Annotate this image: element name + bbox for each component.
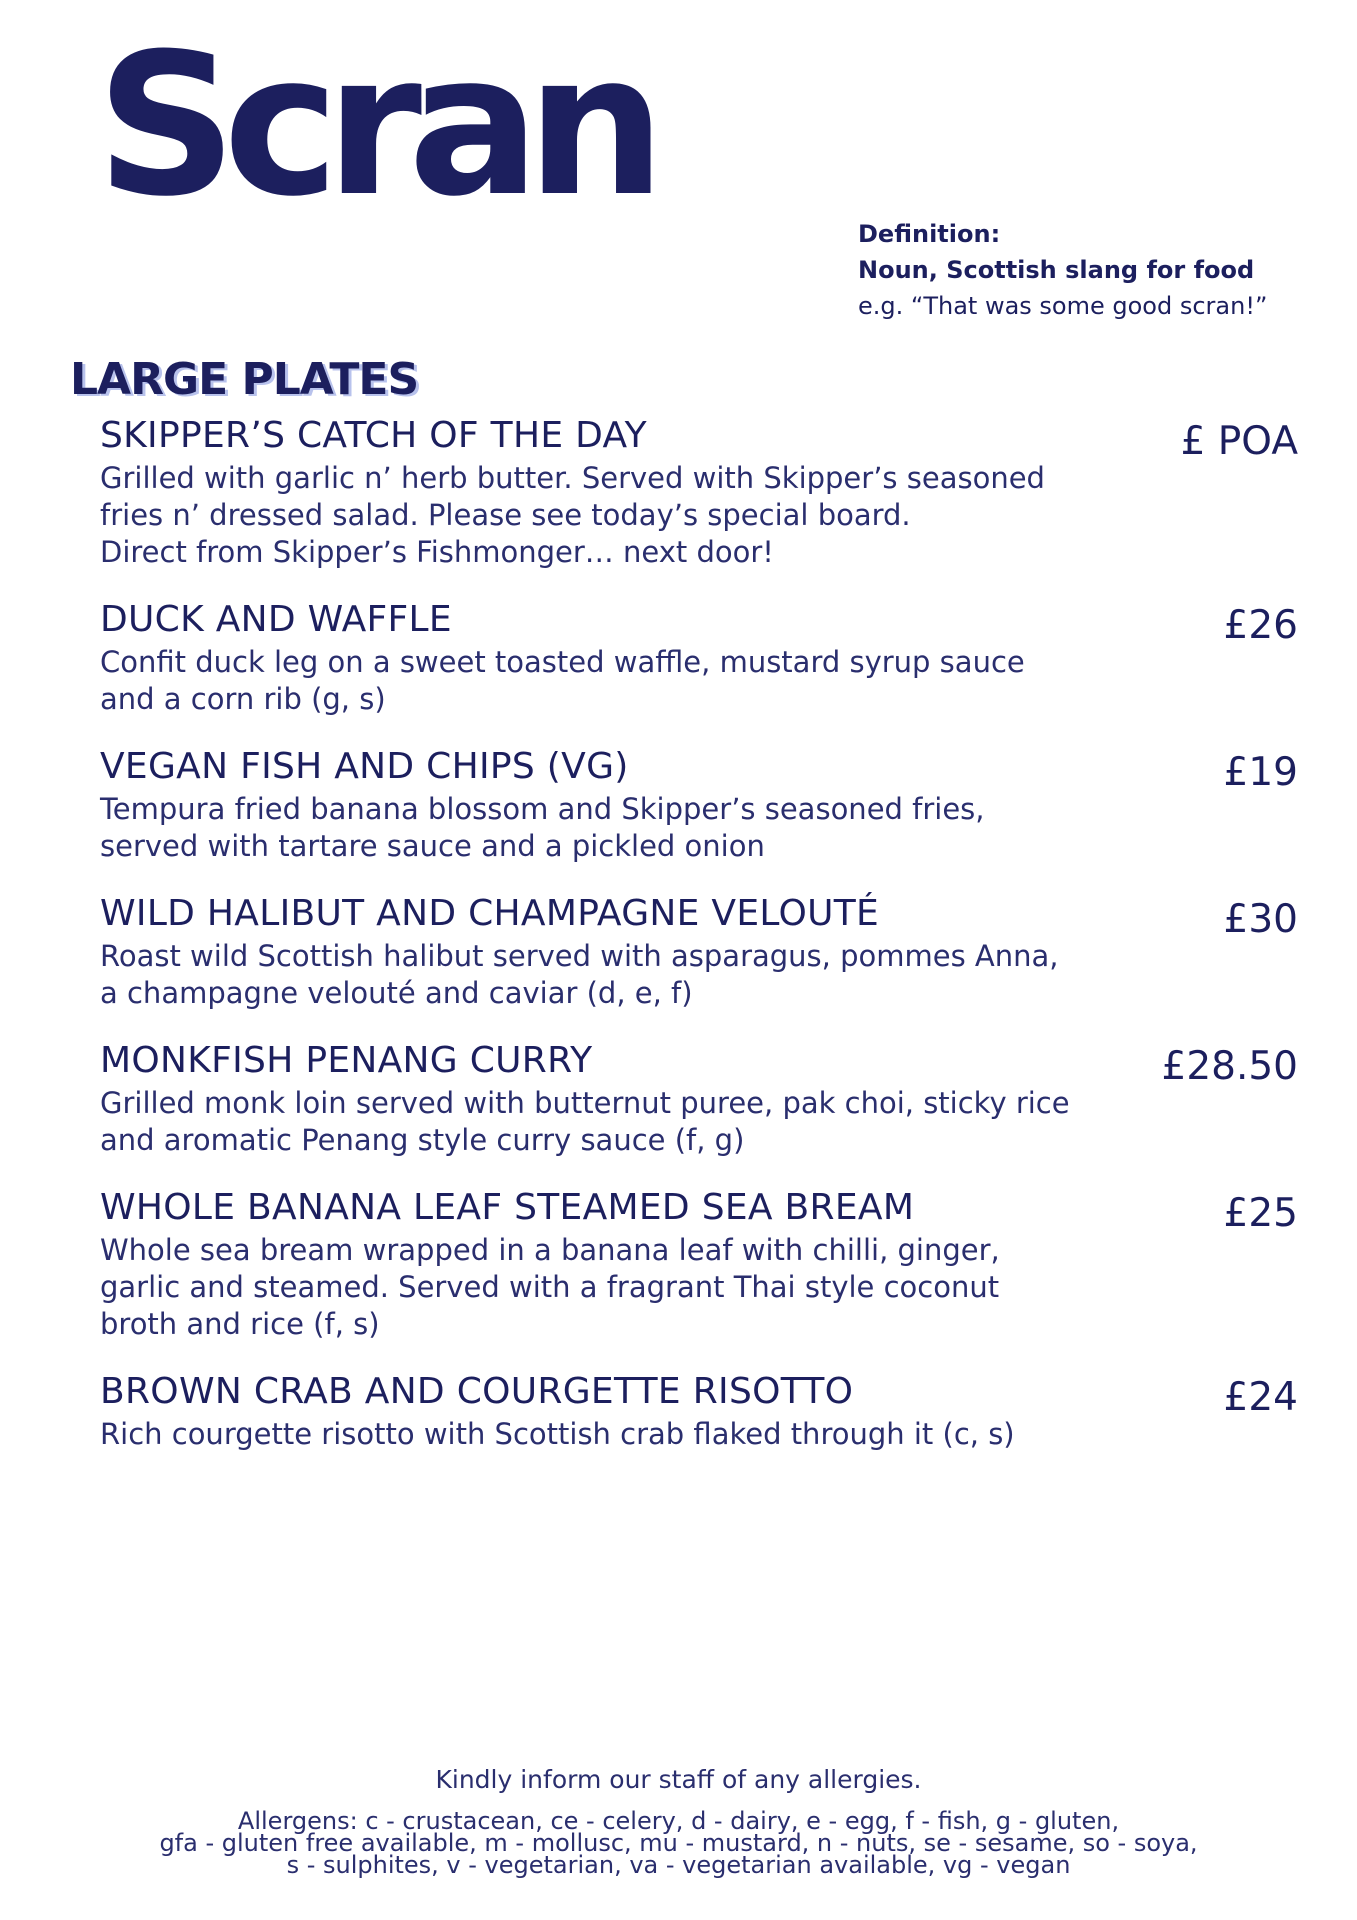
item-name: SKIPPER’S CATCH OF THE DAY	[100, 415, 647, 456]
menu-item-monkfish-penang-curry	[100, 1039, 1298, 1159]
definition-block	[858, 216, 1328, 324]
item-price: £24	[1223, 1375, 1298, 1420]
item-name: BROWN CRAB AND COURGETTE RISOTTO	[100, 1371, 854, 1412]
item-name: WILD HALIBUT AND CHAMPAGNE VELOUTÉ	[100, 893, 880, 934]
item-description: Grilled monk loin served with butternut puree, pak choi, sticky rice and aromatic Penang style curry sauce (f, g)	[100, 1086, 1070, 1157]
menu-item-vegan-fish-and-chips	[100, 745, 1298, 865]
menu-list	[100, 414, 1298, 1480]
item-price: £19	[1223, 750, 1298, 795]
item-description: Grilled with garlic n’ herb butter. Served with Skipper’s seasoned fries n’ dressed salad. Please see today’s special board. Direct from Skipper’s Fishmonger… next door!	[100, 461, 1045, 569]
menu-item-skippers-catch	[100, 414, 1298, 571]
item-description: Rich courgette risotto with Scottish crab flaked through it (c, s)	[100, 1417, 1015, 1451]
definition-example: e.g. “That was some good scran!”	[858, 292, 1268, 320]
item-description: Tempura fried banana blossom and Skipper’s seasoned fries, served with tartare sauce and a pickled onion	[100, 792, 985, 863]
allergen-key: Allergens: c - crustacean, ce - celery, d - dairy, e - egg, f - fish, g - gluten, gfa - gluten free available, m - mollusc, mu - mustard, n - nuts, se - sesame, so - soya, s - sulphites, v - vegetarian, va - vegetarian available, vg - vegan	[159, 1807, 1198, 1879]
item-price: £26	[1223, 603, 1298, 648]
scran-logo: Scran	[96, 12, 652, 240]
item-price: £30	[1223, 897, 1298, 942]
menu-item-wild-halibut	[100, 892, 1298, 1012]
item-name: WHOLE BANANA LEAF STEAMED SEA BREAM	[100, 1187, 915, 1228]
item-description: Confit duck leg on a sweet toasted waffle, mustard syrup sauce and a corn rib (g, s)	[100, 645, 1025, 716]
section-title-large-plates: LARGE PLATES	[70, 354, 419, 405]
item-price: £28.50	[1161, 1044, 1298, 1089]
definition-label: Definition:	[858, 220, 1001, 248]
item-price: £ POA	[1180, 419, 1298, 464]
menu-item-sea-bream	[100, 1186, 1298, 1343]
item-name: VEGAN FISH AND CHIPS (VG)	[100, 746, 629, 787]
item-name: MONKFISH PENANG CURRY	[100, 1040, 593, 1081]
item-description: Whole sea bream wrapped in a banana leaf with chilli, ginger, garlic and steamed. Served with a fragrant Thai style coconut broth and rice (f, s)	[100, 1233, 1000, 1341]
item-price: £25	[1223, 1191, 1298, 1236]
definition-meaning: Noun, Scottish slang for food	[858, 256, 1255, 284]
menu-item-crab-risotto	[100, 1370, 1298, 1453]
allergy-footer	[0, 1764, 1357, 1879]
allergy-notice: Kindly inform our staff of any allergies.	[435, 1765, 922, 1794]
item-description: Roast wild Scottish halibut served with asparagus, pommes Anna, a champagne velouté and caviar (d, e, f)	[100, 939, 1059, 1010]
menu-item-duck-and-waffle	[100, 598, 1298, 718]
item-name: DUCK AND WAFFLE	[100, 599, 452, 640]
